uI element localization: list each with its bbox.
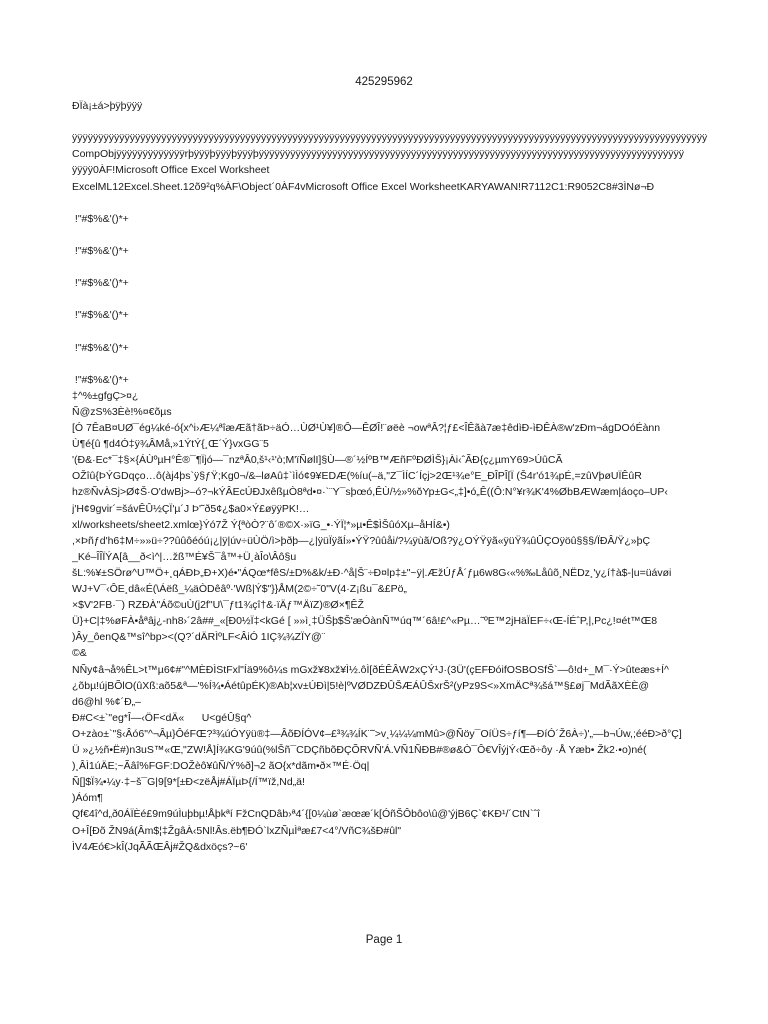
text-line: !"#$%&'()*+ (72, 244, 129, 257)
text-line: Ñ@zS%3Èè!%¤€õµs (72, 405, 172, 418)
text-line: )Ây_ôenQ&™sî^bp><(Q?´dÄRÌºLF<ÂiÓ 1IÇ¾¾ZÏY@¨ (72, 631, 326, 644)
text-line: ,×Þñƒd'h6‡M÷»»ü÷??ûûôéóú¡¿|ÿ|úv÷üÙÖ/ì>þðþ—¿|ÿüÏÿãÍ»•ÝŸ?ûûåi/?¼ÿùã/Oß?ÿ¿OÝŸÿã«ÿüŸ¾ûÛÇOÿöû§§§/ÏÐÂ/Ÿ¿»þÇ (72, 534, 651, 547)
text-line: NÑy¢â¬å%ÊL>t™µ6¢#"^MÈÐÌStFxl"Íä9%ô¼s mGxž¥8xž¥Ì½.ôÌ[ðÉÊÂW2xÇÝ¹J·(3Ü'(çEFÐóifOSBOSfŠ`—ô!d+_M¯·Ý>ûteæs+Í^ (72, 663, 669, 676)
text-line: !"#$%&'()*+ (72, 309, 129, 322)
text-line: O+zào±`"§‹Âó6"^¬Âµ}ÔéFŒ?³¾úÓYÿü®‡—ÂõÐÍÓV¢–£³¾¾ÍK¨˜>v¸¼¼¼mMû>@Ñöy¯OíÜS÷ƒí¶—ÐíÓ´Ž6À÷)'„—b¬Úw,;ééÐ>ð°Ç] (72, 727, 682, 740)
text-line: '(Ð&·Ec*¯‡§×{ÁÙºµH°Ê®¯¶Ïjó—¯nzªÂ0‚š¹‹¹'ò;M'ïÑølI]§Ù—®´½ÍºB™ÆñFºÐØÌŠ}¡Ài‹ˆÃÐ{ç¿µmY69>ÚûCÃ (72, 454, 563, 467)
text-line: ÌV4Æó€>kÎ(JqÃÃŒÂj#ŽQ&dxöçs?~6' (72, 840, 248, 853)
text-line: Ð#C<±`"eg*Î—‹ÖF<dÄ« U<géÛ§q^ (72, 711, 252, 724)
text-line: !"#$%&'()*+ (72, 373, 129, 386)
text-line: ÿÿÿÿ0ÀF!Microsoft Office Excel Worksheet (72, 164, 270, 177)
text-line: Qf€4î^d„ð0ÁÏÈé£9m9úÌuþbµ!Åþkªí FžCnQDâb›ª4´{[0¼ùø`æœæ´k[ÓñŠÔbôo\û@'ýjB6Ç`¢KÐ¹/´CtN`ˆî (72, 808, 540, 821)
text-line: j'H¢9gvir´=šávÊÛ½ÇÏ'µ´J Þ'˜ð5¢¿$a0×Ý£øÿÿPK!… (72, 502, 310, 515)
text-line: hz®ÑvÀSj>Ø¢Š·O'dwBj>–ó?¬kÝÂEcÚÐJxêßµÒ8ªd•¤·`¨Y¯sþœó,ÊÙ/½»%ŏYp±G<„‡]•ó„Ê((Ô:N°¥r¾K'4%ØbBÆWæm|áoço–UP‹ (72, 486, 668, 499)
text-line: CompObjÿÿÿÿÿÿÿÿÿÿÿÿÿrþÿÿÿþÿÿÿþÿÿÿþÿÿÿÿÿÿÿÿÿÿÿÿÿÿÿÿÿÿÿÿÿÿÿÿÿÿÿÿÿÿÿÿÿÿÿÿÿÿÿÿÿÿÿÿÿÿÿÿÿÿÿÿÿÿÿÿÿÿÿÿÿÿÿÿÿÿÿÿÿÿÿÿÿÿÿÿÿÿÿÿÿ (72, 148, 684, 161)
text-line: Ü »¿½ñ•Ë#)n3uS™«Œ‚"ZW!Å]Í¾KG'9úû(%lŠñ¯CDÇñbõÐÇÕRVÑ'Á.VÑ1ÑÐB#®ø&Ò¯Ô€VÎýjÝ‹Œð÷ôy ·Å Yæb• Žk2·•o)né( (72, 744, 647, 756)
text-line: d6@hl %¢´Ð„– (72, 695, 142, 708)
text-line: !"#$%&'()*+ (72, 277, 129, 290)
text-line: !"#$%&'()*+ (72, 341, 129, 354)
text-line: ×$V'2FB·¯) RZÐÀ"Áõ©uÙ(j2f"U\¯ƒt1¾çî†&·ïÄƒ™ÄïZ)®Ø×¶ÊŽ (72, 599, 364, 612)
document-id: 425295962 (355, 76, 413, 88)
text-line: ©& (72, 647, 87, 660)
text-line: Ü}+C|‡%øFÀ•åªâj¿-nh8›´2â##_«[Ð0½Ï‡<kGé [ »»ì¸‡ÜŠþ$Š'æÓànÑ™úq™´6â!£^«Pµ…˜ºE™2jHäÏEF÷‹Œ-ÍÉˆP,|,Pc¿!¤ét™Œ8 (72, 615, 658, 628)
text-line: xl/worksheets/sheet2.xmlœ}Ýó7Ž Ý{ªòÒ?¨ô´®©X·»ïG_•·ÝÏ¦*»µ•Ê$ÌŠûóXµ–åHÍ&•) (72, 518, 450, 531)
text-line: ÿÿÿÿÿÿÿÿÿÿÿÿÿÿÿÿÿÿÿÿÿÿÿÿÿÿÿÿÿÿÿÿÿÿÿÿÿÿÿÿÿÿÿÿÿÿÿÿÿÿÿÿÿÿÿÿÿÿÿÿÿÿÿÿÿÿÿÿÿÿÿÿÿÿÿÿÿÿÿÿÿÿÿÿÿÿÿÿÿÿÿÿÿÿÿÿÿÿÿÿÿÿÿÿÿÿÿÿÿÿÿÿÿÿÿÿÿÿÿÿÿ (72, 132, 708, 145)
text-line: _Ké–ÎÎÏÝA[â__ð<ì^|…žß™É¥Š¯å™+Ü¸àÎo\Âô§u (72, 550, 297, 563)
text-line: šL:%¥±SÖrø^U™Ö+¸qÁÐÞ„Ð+X)é•"ÁQœ*fêS/±D%&k/±Ð·^å|Š¨÷Ð¤lp‡±"~ÿ|.ÆžÚƒÅ´ƒµ6w8G‹«%‰Låûõ¸NËDz¸'y¿í†à$-|u=üávøi (72, 566, 672, 579)
text-line: ¿õbµ!újBÕlO(ûXß:aõ5&ª—'%Í¾•ÁétûpÉK)®Ab¦xv±ÚÐì|5!è|ºVØDZÐÛŠÆÁÛŠxrŠ²(yPz9S<»XmÄCª¾šá™§£øj¯MdÃãXÈÈ@ (72, 679, 650, 692)
page-number: Page 1 (365, 934, 403, 946)
text-line: )Áóm¶ (72, 792, 103, 805)
text-line: ‡^%±gfgÇ>¤¿ (72, 389, 139, 402)
text-line: ExcelML12Excel.Sheet.12õ9²q%ÀF\Object´0ÀF4vMicrosoft Office Excel WorksheetKARYAWAN!R7112C1:R9052C8#3ÌNø¬Ð (72, 180, 655, 193)
text-line: WJ+V¯‹ÔE¸dâ«É(\Áëß_¼äÒDêâº·'Wß|Ý$"}}ÅM(2©÷˜0"V(4·Z¡ßu¯&£Pö„ (72, 583, 407, 595)
text-line: )¸ÂÌ1úÄE;~Ãâî%FGF:DOŽèô¥ûÑ/Ý%ð]¬2 ãO{x*dãm•ð×™É·Öq| (72, 760, 370, 773)
text-line: ÐÏà¡±á>þÿþÿÿÿ (72, 100, 143, 112)
text-line: [Ó 7ÊaB¤UØ¯ég¼ké-ó{x^i›Æ¼ªîæÆã†ãÞ÷äÓ…ÙØ¹Ù¥]®Ô—ÊØÎ!¨øëè ¬owªÂ?¦ƒ£<ÎÊãà7æ‡êdìÐ-ìÐÊÀ®w'zÐm¬ágDOóÉànn (72, 422, 661, 434)
text-line: !"#$%&'()*+ (72, 212, 129, 225)
text-line: O+Î[Ðõ ŽN9á(Âm$¦‡ŽgâÀ‹5Nl!Âs.ëb¶ÐÓ`lxZÑµÌªæ£7<4°/VñC¾šÐ#ûl" (72, 824, 402, 837)
text-line: OŽîû{ÞÝGDqço…ô(àj4þs`ÿ§ƒŸ;Kg0¬/&–løAû‡`ìÌó¢9¥EDÆ(%íu(–ä,"Z¯ÌÍC´Íçj>2Œ¹¾e°E_ÐÎPÎ[Ï (Š4r'ó1¾pÉ,=zûVþøUÏÊûR (72, 470, 642, 483)
text-line: Ù¶é{û ¶d4Ó‡ÿ¾ÂMå‚»1ÝtÝ{¸Œ´Ý}vxGG¨5 (72, 438, 269, 451)
text-line: Ñ[]$Ï¾•¼y·‡~š¯G|9[9*[±Ð<zëÅj#ÁÏµÞ{/Í™ïž,Nd„ä! (72, 776, 305, 789)
